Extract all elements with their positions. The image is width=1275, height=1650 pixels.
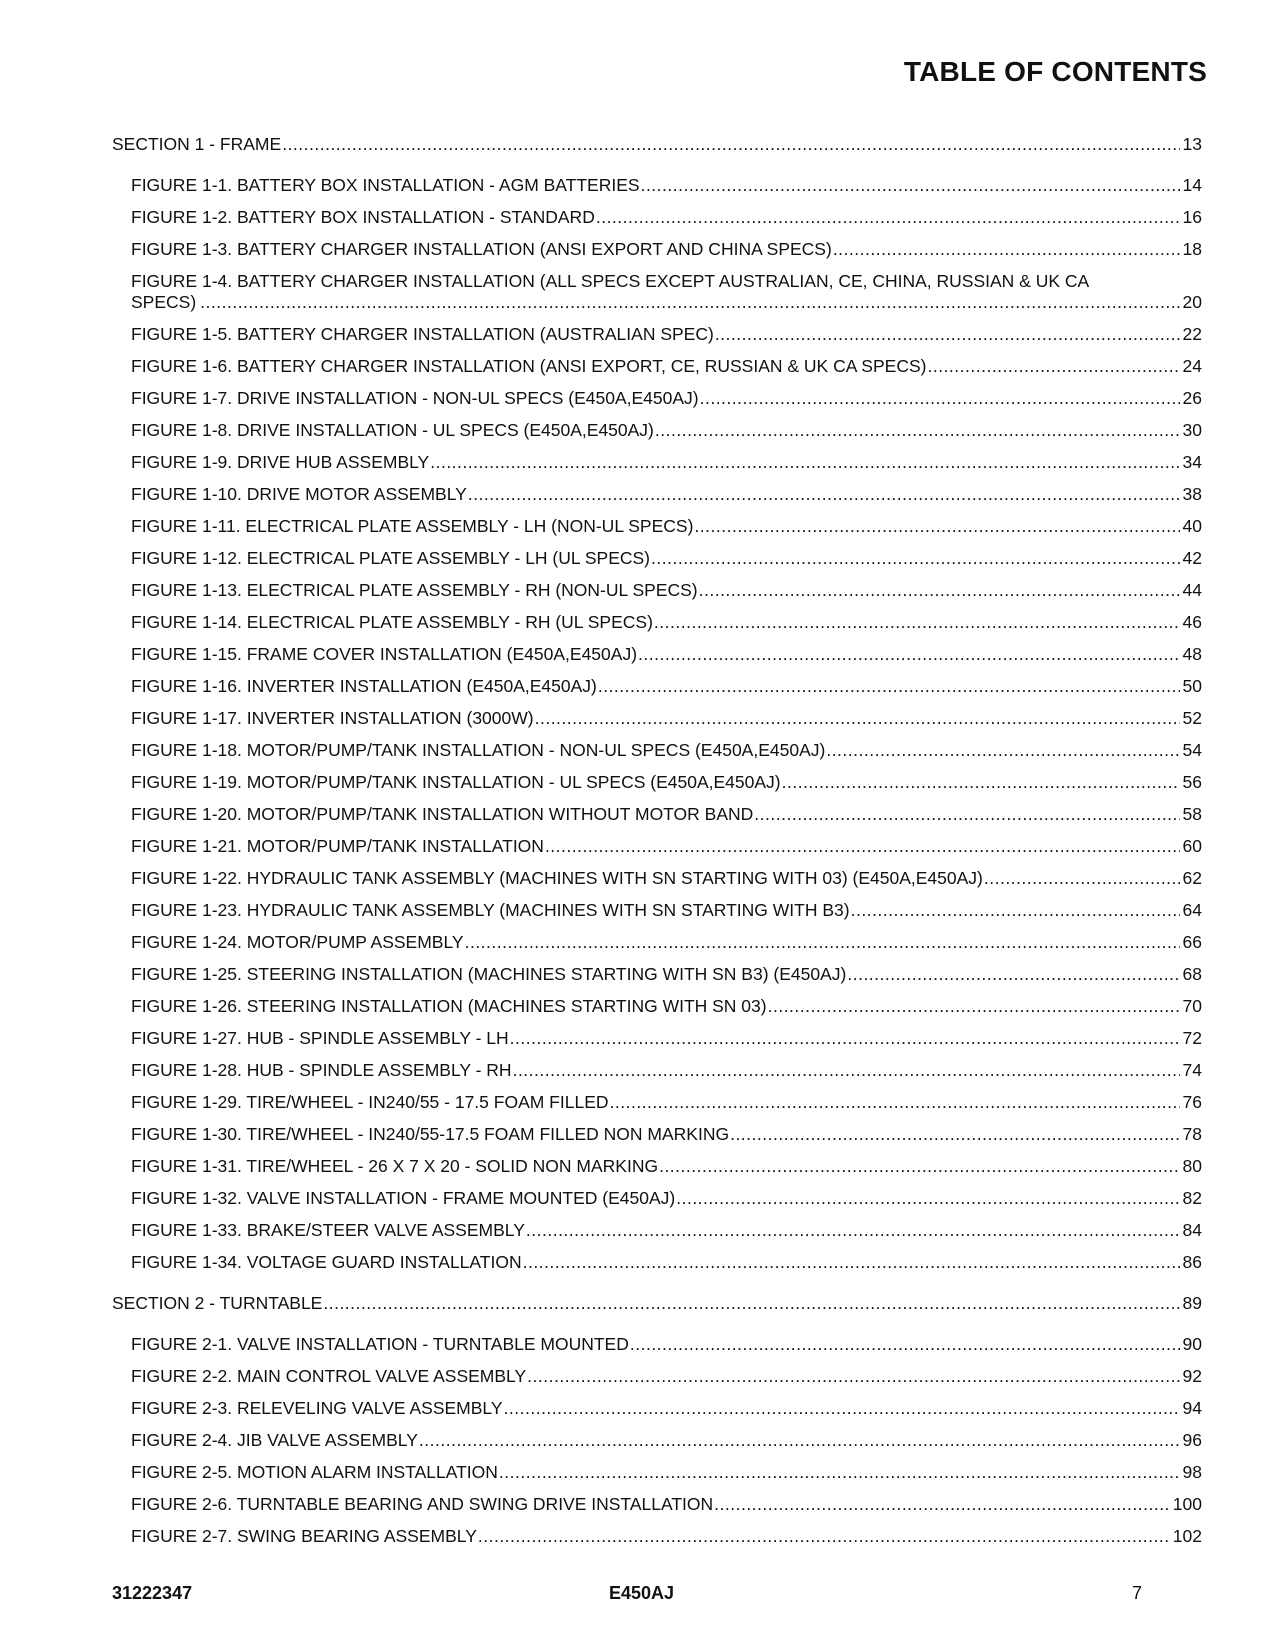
toc-page-number: 102 <box>1172 1526 1202 1546</box>
toc-entry-label: FIGURE 1-12. ELECTRICAL PLATE ASSEMBLY - LH (UL SPECS) <box>131 548 651 568</box>
toc-entry-label: FIGURE 2-4. JIB VALVE ASSEMBLY <box>131 1430 418 1450</box>
toc-entry-label: FIGURE 1-8. DRIVE INSTALLATION - UL SPECS (E450A,E450AJ) <box>131 420 654 440</box>
toc-entry-label: FIGURE 1-17. INVERTER INSTALLATION (3000W) <box>131 708 534 728</box>
dot-leader <box>523 1252 1180 1272</box>
toc-page-number: 66 <box>1182 932 1202 952</box>
toc-page-number: 60 <box>1182 836 1202 856</box>
toc-entry[interactable] <box>112 1188 1202 1208</box>
toc-entry[interactable] <box>112 271 1202 313</box>
toc-page-number: 78 <box>1182 1124 1202 1144</box>
toc-page-number: 62 <box>1182 868 1202 888</box>
toc-page-number: 44 <box>1182 580 1202 600</box>
toc-entry[interactable] <box>112 708 1202 728</box>
dot-leader <box>847 964 1179 984</box>
dot-leader <box>730 1124 1179 1144</box>
toc-page-number: 72 <box>1182 1028 1202 1048</box>
dot-leader <box>598 676 1180 696</box>
toc-page-number: 94 <box>1182 1398 1202 1418</box>
table-of-contents <box>112 134 1202 1558</box>
toc-page-number: 74 <box>1182 1060 1202 1080</box>
toc-entry[interactable] <box>112 900 1202 920</box>
toc-entry-label: FIGURE 1-33. BRAKE/STEER VALVE ASSEMBLY <box>131 1220 525 1240</box>
dot-leader <box>833 239 1180 259</box>
toc-entry[interactable] <box>112 836 1202 856</box>
dot-leader <box>715 324 1180 344</box>
toc-entry[interactable] <box>112 324 1202 344</box>
toc-entry[interactable] <box>112 1494 1202 1514</box>
dot-leader <box>478 1526 1170 1546</box>
toc-page-number: 22 <box>1182 324 1202 344</box>
toc-entry-label: FIGURE 2-2. MAIN CONTROL VALVE ASSEMBLY <box>131 1366 527 1386</box>
toc-entry[interactable] <box>112 1462 1202 1482</box>
toc-page-number: 40 <box>1182 516 1202 536</box>
toc-page-number: 16 <box>1182 207 1202 227</box>
dot-leader <box>323 1293 1179 1313</box>
toc-page-number: 14 <box>1182 175 1202 195</box>
toc-entry-label: FIGURE 1-27. HUB - SPINDLE ASSEMBLY - LH <box>131 1028 509 1048</box>
toc-entry[interactable] <box>112 516 1202 536</box>
toc-page-number: 68 <box>1182 964 1202 984</box>
dot-leader <box>468 484 1180 504</box>
toc-entry[interactable] <box>112 239 1202 259</box>
dot-leader <box>851 900 1180 920</box>
toc-entry[interactable] <box>112 996 1202 1016</box>
toc-entry[interactable] <box>112 1366 1202 1386</box>
dot-leader <box>659 1156 1179 1176</box>
toc-page-number: 89 <box>1182 1293 1202 1313</box>
toc-entry[interactable] <box>112 964 1202 984</box>
dot-leader <box>782 772 1180 792</box>
dot-leader <box>694 516 1179 536</box>
toc-entry-label: FIGURE 1-6. BATTERY CHARGER INSTALLATION (ANSI EXPORT, CE, RUSSIAN & UK CA SPECS) <box>131 356 927 376</box>
toc-entry-label: FIGURE 1-25. STEERING INSTALLATION (MACHINES STARTING WITH SN B3) (E450AJ) <box>131 964 847 984</box>
dot-leader <box>927 356 1179 376</box>
toc-entry[interactable] <box>112 452 1202 472</box>
toc-entry-label: FIGURE 1-14. ELECTRICAL PLATE ASSEMBLY - RH (UL SPECS) <box>131 612 653 632</box>
toc-entry-label: FIGURE 1-31. TIRE/WHEEL - 26 X 7 X 20 - SOLID NON MARKING <box>131 1156 659 1176</box>
toc-entry-label: FIGURE 2-3. RELEVELING VALVE ASSEMBLY <box>131 1398 503 1418</box>
toc-entry-label: FIGURE 1-18. MOTOR/PUMP/TANK INSTALLATION - NON-UL SPECS (E450A,E450AJ) <box>131 740 826 760</box>
toc-entry-label: FIGURE 1-30. TIRE/WHEEL - IN240/55-17.5 FOAM FILLED NON MARKING <box>131 1124 730 1144</box>
dot-leader <box>419 1430 1180 1450</box>
toc-page-number: 46 <box>1182 612 1202 632</box>
toc-entry[interactable] <box>112 1252 1202 1272</box>
toc-entry[interactable] <box>112 1526 1202 1546</box>
toc-entry[interactable] <box>112 612 1202 632</box>
toc-entry-label: FIGURE 1-7. DRIVE INSTALLATION - NON-UL SPECS (E450A,E450AJ) <box>131 388 699 408</box>
dot-leader <box>527 1366 1179 1386</box>
dot-leader <box>651 548 1180 568</box>
dot-leader <box>596 207 1180 227</box>
toc-entry-label: FIGURE 1-11. ELECTRICAL PLATE ASSEMBLY - LH (NON-UL SPECS) <box>131 516 694 536</box>
toc-entry[interactable] <box>112 1430 1202 1450</box>
dot-leader <box>654 612 1180 632</box>
toc-entry-label: FIGURE 1-20. MOTOR/PUMP/TANK INSTALLATION WITHOUT MOTOR BAND <box>131 804 754 824</box>
toc-page-number: 48 <box>1182 644 1202 664</box>
toc-entry-label: FIGURE 1-21. MOTOR/PUMP/TANK INSTALLATION <box>131 836 544 856</box>
toc-entry-label: FIGURE 2-6. TURNTABLE BEARING AND SWING DRIVE INSTALLATION <box>131 1494 714 1514</box>
dot-leader <box>714 1494 1170 1514</box>
toc-page-number: 54 <box>1182 740 1202 760</box>
toc-page-number: 70 <box>1182 996 1202 1016</box>
toc-page-number: 82 <box>1182 1188 1202 1208</box>
toc-page-number: 76 <box>1182 1092 1202 1112</box>
toc-page-number: 90 <box>1182 1334 1202 1354</box>
toc-entry-label: FIGURE 1-26. STEERING INSTALLATION (MACHINES STARTING WITH SN 03) <box>131 996 767 1016</box>
toc-page-number: 13 <box>1182 134 1202 154</box>
toc-entry[interactable] <box>112 420 1202 440</box>
toc-entry-label: FIGURE 1-3. BATTERY CHARGER INSTALLATION (ANSI EXPORT AND CHINA SPECS) <box>131 239 832 259</box>
dot-leader <box>510 1028 1180 1048</box>
toc-entry-label: FIGURE 1-16. INVERTER INSTALLATION (E450A,E450AJ) <box>131 676 597 696</box>
toc-page-number: 24 <box>1182 356 1202 376</box>
toc-entry[interactable] <box>112 1398 1202 1418</box>
toc-section-1[interactable] <box>112 134 1202 154</box>
toc-page-number: 20 <box>1182 292 1202 312</box>
toc-entry[interactable] <box>112 1334 1202 1354</box>
dot-leader <box>504 1398 1180 1418</box>
toc-entry-label: FIGURE 2-5. MOTION ALARM INSTALLATION <box>131 1462 498 1482</box>
toc-entry-label-continued: SPECS) <box>131 292 197 312</box>
toc-page-number: 100 <box>1172 1494 1202 1514</box>
toc-entry[interactable] <box>112 207 1202 227</box>
toc-entry[interactable] <box>112 548 1202 568</box>
toc-entry-label: FIGURE 1-1. BATTERY BOX INSTALLATION - AGM BATTERIES <box>131 175 640 195</box>
toc-entry-label: FIGURE 2-7. SWING BEARING ASSEMBLY <box>131 1526 477 1546</box>
toc-entry-label: FIGURE 1-24. MOTOR/PUMP ASSEMBLY <box>131 932 464 952</box>
toc-section-2[interactable] <box>112 1293 1202 1313</box>
dot-leader <box>465 932 1180 952</box>
toc-entry[interactable] <box>112 356 1202 376</box>
toc-page-number: 96 <box>1182 1430 1202 1450</box>
toc-entry-label: FIGURE 1-13. ELECTRICAL PLATE ASSEMBLY - RH (NON-UL SPECS) <box>131 580 698 600</box>
model-name: E450AJ <box>609 1583 675 1603</box>
dot-leader <box>526 1220 1180 1240</box>
dot-leader <box>754 804 1179 824</box>
dot-leader <box>282 134 1179 154</box>
dot-leader <box>200 292 1179 313</box>
dot-leader <box>699 580 1180 600</box>
toc-page-number: 92 <box>1182 1366 1202 1386</box>
toc-entry[interactable] <box>112 175 1202 195</box>
toc-entry[interactable] <box>112 388 1202 408</box>
toc-entry[interactable] <box>112 1060 1202 1080</box>
toc-page-number: 30 <box>1182 420 1202 440</box>
page-number: 7 <box>1131 1583 1142 1603</box>
toc-page-number: 34 <box>1182 452 1202 472</box>
toc-entry[interactable] <box>112 804 1202 824</box>
toc-entry-label: FIGURE 2-1. VALVE INSTALLATION - TURNTABLE MOUNTED <box>131 1334 629 1354</box>
toc-section-label: SECTION 1 - FRAME <box>112 134 282 154</box>
toc-entry-label: FIGURE 1-2. BATTERY BOX INSTALLATION - STANDARD <box>131 207 595 227</box>
toc-entry-label: FIGURE 1-4. BATTERY CHARGER INSTALLATION (ALL SPECS EXCEPT AUSTRALIAN, CE, CHINA, RUSSIAN & UK CA <box>131 271 1090 291</box>
toc-section-label: SECTION 2 - TURNTABLE <box>112 1293 323 1313</box>
toc-entry[interactable] <box>112 868 1202 888</box>
toc-entry[interactable] <box>112 644 1202 664</box>
toc-entry[interactable] <box>112 1220 1202 1240</box>
toc-entry[interactable] <box>112 676 1202 696</box>
toc-page-number: 50 <box>1182 676 1202 696</box>
toc-entry-label: FIGURE 1-29. TIRE/WHEEL - IN240/55 - 17.5 FOAM FILLED <box>131 1092 609 1112</box>
toc-entry[interactable] <box>112 1092 1202 1112</box>
toc-entry-label: FIGURE 1-19. MOTOR/PUMP/TANK INSTALLATION - UL SPECS (E450A,E450AJ) <box>131 772 781 792</box>
toc-page-number: 98 <box>1182 1462 1202 1482</box>
toc-entry-label: FIGURE 1-22. HYDRAULIC TANK ASSEMBLY (MACHINES WITH SN STARTING WITH 03) (E450A,E450AJ) <box>131 868 983 888</box>
toc-entry[interactable] <box>112 932 1202 952</box>
page-title: TABLE OF CONTENTS <box>903 56 1207 87</box>
toc-entry-label: FIGURE 1-5. BATTERY CHARGER INSTALLATION (AUSTRALIAN SPEC) <box>131 324 714 344</box>
toc-entry[interactable] <box>112 484 1202 504</box>
toc-page-number: 42 <box>1182 548 1202 568</box>
toc-entry-label: FIGURE 1-23. HYDRAULIC TANK ASSEMBLY (MACHINES WITH SN STARTING WITH B3) <box>131 900 850 920</box>
toc-entry[interactable] <box>112 740 1202 760</box>
dot-leader <box>641 175 1180 195</box>
toc-entry-label: FIGURE 1-32. VALVE INSTALLATION - FRAME MOUNTED (E450AJ) <box>131 1188 676 1208</box>
dot-leader <box>768 996 1180 1016</box>
toc-page-number: 26 <box>1182 388 1202 408</box>
toc-page-number: 18 <box>1182 239 1202 259</box>
dot-leader <box>676 1188 1179 1208</box>
toc-entry-label: FIGURE 1-15. FRAME COVER INSTALLATION (E450A,E450AJ) <box>131 644 638 664</box>
dot-leader <box>430 452 1179 472</box>
dot-leader <box>610 1092 1180 1112</box>
toc-page-number: 84 <box>1182 1220 1202 1240</box>
document-number: 31222347 <box>112 1583 193 1603</box>
dot-leader <box>638 644 1180 664</box>
toc-entry[interactable] <box>112 1124 1202 1144</box>
toc-page-number: 38 <box>1182 484 1202 504</box>
toc-entry[interactable] <box>112 1028 1202 1048</box>
toc-entry[interactable] <box>112 772 1202 792</box>
toc-entry[interactable] <box>112 580 1202 600</box>
toc-entry-label: FIGURE 1-9. DRIVE HUB ASSEMBLY <box>131 452 430 472</box>
dot-leader <box>513 1060 1180 1080</box>
toc-page-number: 52 <box>1182 708 1202 728</box>
toc-entry-label: FIGURE 1-28. HUB - SPINDLE ASSEMBLY - RH <box>131 1060 512 1080</box>
toc-entry-label: FIGURE 1-10. DRIVE MOTOR ASSEMBLY <box>131 484 467 504</box>
toc-page-number: 58 <box>1182 804 1202 824</box>
toc-page-number: 64 <box>1182 900 1202 920</box>
dot-leader <box>655 420 1180 440</box>
dot-leader <box>499 1462 1180 1482</box>
dot-leader <box>984 868 1180 888</box>
toc-page-number: 80 <box>1182 1156 1202 1176</box>
toc-page-number: 86 <box>1182 1252 1202 1272</box>
toc-entry[interactable] <box>112 1156 1202 1176</box>
dot-leader <box>545 836 1180 856</box>
toc-page-number: 56 <box>1182 772 1202 792</box>
dot-leader <box>700 388 1180 408</box>
toc-entry-label: FIGURE 1-34. VOLTAGE GUARD INSTALLATION <box>131 1252 522 1272</box>
dot-leader <box>826 740 1179 760</box>
dot-leader <box>630 1334 1180 1354</box>
dot-leader <box>535 708 1180 728</box>
